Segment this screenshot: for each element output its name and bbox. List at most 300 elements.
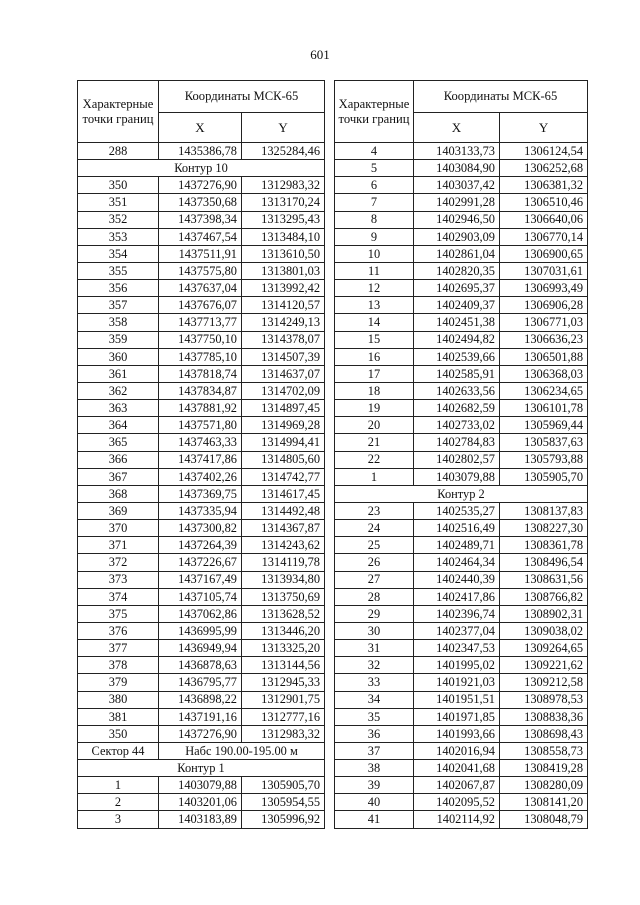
x-coordinate-cell: 1402784,83 bbox=[414, 434, 500, 451]
x-coordinate-cell: 1402585,91 bbox=[414, 365, 500, 382]
y-coordinate-cell: 1308902,31 bbox=[500, 605, 588, 622]
table-row bbox=[335, 280, 588, 297]
y-coordinate-cell: 1306501,88 bbox=[500, 348, 588, 365]
table-row bbox=[335, 794, 588, 811]
x-coordinate-cell: 1437881,92 bbox=[159, 400, 242, 417]
table-row bbox=[335, 297, 588, 314]
point-number-cell: 30 bbox=[335, 622, 414, 639]
table-row bbox=[335, 520, 588, 537]
x-coordinate-cell: 1437167,49 bbox=[159, 571, 242, 588]
x-coordinate-cell: 1437713,77 bbox=[159, 314, 242, 331]
x-coordinate-cell: 1437575,80 bbox=[159, 262, 242, 279]
y-coordinate-cell: 1314492,48 bbox=[242, 502, 325, 519]
table-row bbox=[78, 811, 325, 828]
x-coordinate-cell: 1402861,04 bbox=[414, 245, 500, 262]
y-coordinate-cell: 1306993,49 bbox=[500, 280, 588, 297]
y-coordinate-cell: 1306101,78 bbox=[500, 400, 588, 417]
point-number-cell: 371 bbox=[78, 537, 159, 554]
y-coordinate-cell: 1306636,23 bbox=[500, 331, 588, 348]
point-number-cell: 36 bbox=[335, 725, 414, 742]
table-row bbox=[78, 314, 325, 331]
x-coordinate-cell: 1435386,78 bbox=[159, 143, 242, 160]
x-coordinate-cell: 1402095,52 bbox=[414, 794, 500, 811]
point-number-cell: 366 bbox=[78, 451, 159, 468]
table-row bbox=[78, 262, 325, 279]
table-row bbox=[78, 571, 325, 588]
point-number-cell: 26 bbox=[335, 554, 414, 571]
point-number-cell: 29 bbox=[335, 605, 414, 622]
table-row bbox=[335, 657, 588, 674]
point-number-cell: 13 bbox=[335, 297, 414, 314]
x-coordinate-cell: 1402347,53 bbox=[414, 640, 500, 657]
y-coordinate-cell: 1313628,52 bbox=[242, 605, 325, 622]
point-number-cell: 372 bbox=[78, 554, 159, 571]
point-number-cell: 351 bbox=[78, 194, 159, 211]
y-coordinate-cell: 1325284,46 bbox=[242, 143, 325, 160]
table-row bbox=[335, 262, 588, 279]
y-coordinate-cell: 1308137,83 bbox=[500, 502, 588, 519]
table-row bbox=[78, 211, 325, 228]
table-row bbox=[78, 708, 325, 725]
x-coordinate-cell: 1402633,56 bbox=[414, 382, 500, 399]
x-coordinate-cell: 1402067,87 bbox=[414, 777, 500, 794]
sector-height-label: Набс 190.00-195.00 м bbox=[159, 742, 325, 759]
table-row bbox=[78, 691, 325, 708]
y-coordinate-cell: 1314378,07 bbox=[242, 331, 325, 348]
table-row bbox=[335, 708, 588, 725]
point-number-cell: 40 bbox=[335, 794, 414, 811]
point-number-cell: 28 bbox=[335, 588, 414, 605]
table-row bbox=[335, 554, 588, 571]
table-row bbox=[78, 588, 325, 605]
table-row bbox=[78, 554, 325, 571]
y-coordinate-cell: 1308496,54 bbox=[500, 554, 588, 571]
x-coordinate-cell: 1402802,57 bbox=[414, 451, 500, 468]
table-row bbox=[335, 245, 588, 262]
y-coordinate-cell: 1313446,20 bbox=[242, 622, 325, 639]
x-coordinate-cell: 1401971,85 bbox=[414, 708, 500, 725]
y-coordinate-cell: 1308048,79 bbox=[500, 811, 588, 828]
x-coordinate-cell: 1436995,99 bbox=[159, 622, 242, 639]
y-coordinate-cell: 1308698,43 bbox=[500, 725, 588, 742]
y-coordinate-cell: 1305905,70 bbox=[242, 777, 325, 794]
x-coordinate-cell: 1402489,71 bbox=[414, 537, 500, 554]
point-number-cell: 375 bbox=[78, 605, 159, 622]
point-number-cell: 16 bbox=[335, 348, 414, 365]
y-coordinate-cell: 1312983,32 bbox=[242, 725, 325, 742]
y-coordinate-cell: 1314617,45 bbox=[242, 485, 325, 502]
table-row bbox=[335, 451, 588, 468]
contour-label: Контур 10 bbox=[78, 160, 325, 177]
table-row bbox=[78, 365, 325, 382]
y-coordinate-cell: 1306368,03 bbox=[500, 365, 588, 382]
x-coordinate-cell: 1402041,68 bbox=[414, 760, 500, 777]
x-coordinate-cell: 1437417,86 bbox=[159, 451, 242, 468]
y-coordinate-cell: 1306770,14 bbox=[500, 228, 588, 245]
point-number-cell: 374 bbox=[78, 588, 159, 605]
y-coordinate-cell: 1312945,33 bbox=[242, 674, 325, 691]
point-number-cell: 380 bbox=[78, 691, 159, 708]
point-number-cell: 2 bbox=[78, 794, 159, 811]
point-number-cell: 373 bbox=[78, 571, 159, 588]
table-row bbox=[78, 434, 325, 451]
y-coordinate-cell: 1314994,41 bbox=[242, 434, 325, 451]
table-row bbox=[335, 417, 588, 434]
x-coordinate-cell: 1437276,90 bbox=[159, 177, 242, 194]
table-row bbox=[78, 177, 325, 194]
point-number-cell: 22 bbox=[335, 451, 414, 468]
table-row bbox=[335, 434, 588, 451]
point-number-cell: 18 bbox=[335, 382, 414, 399]
x-coordinate-cell: 1402695,37 bbox=[414, 280, 500, 297]
point-number-cell: 6 bbox=[335, 177, 414, 194]
table-row bbox=[78, 605, 325, 622]
table-row bbox=[78, 725, 325, 742]
x-coordinate-cell: 1437818,74 bbox=[159, 365, 242, 382]
y-coordinate-cell: 1308361,78 bbox=[500, 537, 588, 554]
point-number-cell: 350 bbox=[78, 725, 159, 742]
header-coordinates: Координаты МСК-65 bbox=[159, 81, 325, 113]
table-row bbox=[78, 280, 325, 297]
point-number-cell: 368 bbox=[78, 485, 159, 502]
page-number: 601 bbox=[310, 47, 330, 62]
y-coordinate-cell: 1308227,30 bbox=[500, 520, 588, 537]
table-row bbox=[78, 622, 325, 639]
y-coordinate-cell: 1308141,20 bbox=[500, 794, 588, 811]
point-number-cell: 350 bbox=[78, 177, 159, 194]
x-coordinate-cell: 1437350,68 bbox=[159, 194, 242, 211]
table-row bbox=[78, 674, 325, 691]
point-number-cell: 360 bbox=[78, 348, 159, 365]
y-coordinate-cell: 1314119,78 bbox=[242, 554, 325, 571]
point-number-cell: 379 bbox=[78, 674, 159, 691]
table-row bbox=[78, 451, 325, 468]
point-number-cell: 33 bbox=[335, 674, 414, 691]
sector-label: Сектор 44 bbox=[78, 742, 159, 759]
point-number-cell: 365 bbox=[78, 434, 159, 451]
y-coordinate-cell: 1305954,55 bbox=[242, 794, 325, 811]
x-coordinate-cell: 1403037,42 bbox=[414, 177, 500, 194]
y-coordinate-cell: 1305969,44 bbox=[500, 417, 588, 434]
x-coordinate-cell: 1401995,02 bbox=[414, 657, 500, 674]
table-row bbox=[335, 194, 588, 211]
point-number-cell: 38 bbox=[335, 760, 414, 777]
x-coordinate-cell: 1403079,88 bbox=[414, 468, 500, 485]
contour-heading-row bbox=[335, 485, 588, 502]
y-coordinate-cell: 1309264,65 bbox=[500, 640, 588, 657]
table-row bbox=[335, 537, 588, 554]
point-number-cell: 31 bbox=[335, 640, 414, 657]
point-number-cell: 378 bbox=[78, 657, 159, 674]
y-coordinate-cell: 1308631,56 bbox=[500, 571, 588, 588]
table-row bbox=[335, 228, 588, 245]
y-coordinate-cell: 1312777,16 bbox=[242, 708, 325, 725]
y-coordinate-cell: 1314120,57 bbox=[242, 297, 325, 314]
point-number-cell: 354 bbox=[78, 245, 159, 262]
x-coordinate-cell: 1401993,66 bbox=[414, 725, 500, 742]
point-number-cell: 39 bbox=[335, 777, 414, 794]
x-coordinate-cell: 1403079,88 bbox=[159, 777, 242, 794]
y-coordinate-cell: 1309221,62 bbox=[500, 657, 588, 674]
y-coordinate-cell: 1305996,92 bbox=[242, 811, 325, 828]
y-coordinate-cell: 1313934,80 bbox=[242, 571, 325, 588]
x-coordinate-cell: 1436795,77 bbox=[159, 674, 242, 691]
y-coordinate-cell: 1308838,36 bbox=[500, 708, 588, 725]
header-y: Y bbox=[500, 113, 588, 143]
point-number-cell: 27 bbox=[335, 571, 414, 588]
header-x: X bbox=[414, 113, 500, 143]
point-number-cell: 376 bbox=[78, 622, 159, 639]
point-number-cell: 15 bbox=[335, 331, 414, 348]
y-coordinate-cell: 1307031,61 bbox=[500, 262, 588, 279]
x-coordinate-cell: 1437300,82 bbox=[159, 520, 242, 537]
header-coordinates: Координаты МСК-65 bbox=[414, 81, 588, 113]
y-coordinate-cell: 1308558,73 bbox=[500, 742, 588, 759]
y-coordinate-cell: 1308766,82 bbox=[500, 588, 588, 605]
table-row bbox=[335, 382, 588, 399]
x-coordinate-cell: 1402396,74 bbox=[414, 605, 500, 622]
y-coordinate-cell: 1313750,69 bbox=[242, 588, 325, 605]
y-coordinate-cell: 1306124,54 bbox=[500, 143, 588, 160]
point-number-cell: 25 bbox=[335, 537, 414, 554]
y-coordinate-cell: 1305905,70 bbox=[500, 468, 588, 485]
x-coordinate-cell: 1436878,63 bbox=[159, 657, 242, 674]
header-x: X bbox=[159, 113, 242, 143]
contour-heading-row bbox=[78, 160, 325, 177]
x-coordinate-cell: 1437276,90 bbox=[159, 725, 242, 742]
table-row bbox=[335, 725, 588, 742]
y-coordinate-cell: 1306510,46 bbox=[500, 194, 588, 211]
table-row bbox=[335, 777, 588, 794]
y-coordinate-cell: 1308978,53 bbox=[500, 691, 588, 708]
point-number-cell: 32 bbox=[335, 657, 414, 674]
point-number-cell: 34 bbox=[335, 691, 414, 708]
y-coordinate-cell: 1313801,03 bbox=[242, 262, 325, 279]
point-number-cell: 359 bbox=[78, 331, 159, 348]
point-number-cell: 12 bbox=[335, 280, 414, 297]
table-row bbox=[335, 640, 588, 657]
point-number-cell: 358 bbox=[78, 314, 159, 331]
point-number-cell: 24 bbox=[335, 520, 414, 537]
x-coordinate-cell: 1437369,75 bbox=[159, 485, 242, 502]
y-coordinate-cell: 1314243,62 bbox=[242, 537, 325, 554]
table-right-body bbox=[335, 81, 588, 829]
table-row bbox=[335, 742, 588, 759]
table-row bbox=[335, 811, 588, 828]
y-coordinate-cell: 1306381,32 bbox=[500, 177, 588, 194]
x-coordinate-cell: 1437402,26 bbox=[159, 468, 242, 485]
y-coordinate-cell: 1306234,65 bbox=[500, 382, 588, 399]
y-coordinate-cell: 1306771,03 bbox=[500, 314, 588, 331]
y-coordinate-cell: 1314702,09 bbox=[242, 382, 325, 399]
table-row bbox=[78, 777, 325, 794]
table-row bbox=[335, 502, 588, 519]
table-row bbox=[335, 331, 588, 348]
x-coordinate-cell: 1402516,49 bbox=[414, 520, 500, 537]
y-coordinate-cell: 1314969,28 bbox=[242, 417, 325, 434]
point-number-cell: 353 bbox=[78, 228, 159, 245]
point-number-cell: 35 bbox=[335, 708, 414, 725]
x-coordinate-cell: 1402016,94 bbox=[414, 742, 500, 759]
point-number-cell: 8 bbox=[335, 211, 414, 228]
point-number-cell: 21 bbox=[335, 434, 414, 451]
point-number-cell: 357 bbox=[78, 297, 159, 314]
x-coordinate-cell: 1437571,80 bbox=[159, 417, 242, 434]
y-coordinate-cell: 1314367,87 bbox=[242, 520, 325, 537]
point-number-cell: 363 bbox=[78, 400, 159, 417]
x-coordinate-cell: 1401951,51 bbox=[414, 691, 500, 708]
table-row bbox=[78, 143, 325, 160]
y-coordinate-cell: 1313610,50 bbox=[242, 245, 325, 262]
y-coordinate-cell: 1306906,28 bbox=[500, 297, 588, 314]
contour-label: Контур 2 bbox=[335, 485, 588, 502]
point-number-cell: 17 bbox=[335, 365, 414, 382]
x-coordinate-cell: 1401921,03 bbox=[414, 674, 500, 691]
point-number-cell: 288 bbox=[78, 143, 159, 160]
x-coordinate-cell: 1437463,33 bbox=[159, 434, 242, 451]
table-row bbox=[335, 571, 588, 588]
y-coordinate-cell: 1306252,68 bbox=[500, 160, 588, 177]
x-coordinate-cell: 1402903,09 bbox=[414, 228, 500, 245]
header-y: Y bbox=[242, 113, 325, 143]
table-row bbox=[78, 640, 325, 657]
table-row bbox=[78, 520, 325, 537]
point-number-cell: 3 bbox=[78, 811, 159, 828]
table-row bbox=[335, 622, 588, 639]
y-coordinate-cell: 1306640,06 bbox=[500, 211, 588, 228]
x-coordinate-cell: 1402464,34 bbox=[414, 554, 500, 571]
x-coordinate-cell: 1402417,86 bbox=[414, 588, 500, 605]
y-coordinate-cell: 1305793,88 bbox=[500, 451, 588, 468]
x-coordinate-cell: 1402733,02 bbox=[414, 417, 500, 434]
point-number-cell: 356 bbox=[78, 280, 159, 297]
x-coordinate-cell: 1402409,37 bbox=[414, 297, 500, 314]
x-coordinate-cell: 1402440,39 bbox=[414, 571, 500, 588]
x-coordinate-cell: 1402451,38 bbox=[414, 314, 500, 331]
point-number-cell: 361 bbox=[78, 365, 159, 382]
x-coordinate-cell: 1403201,06 bbox=[159, 794, 242, 811]
x-coordinate-cell: 1402946,50 bbox=[414, 211, 500, 228]
table-row bbox=[335, 605, 588, 622]
x-coordinate-cell: 1437637,04 bbox=[159, 280, 242, 297]
y-coordinate-cell: 1308419,28 bbox=[500, 760, 588, 777]
x-coordinate-cell: 1437511,91 bbox=[159, 245, 242, 262]
table-left-body bbox=[78, 81, 325, 829]
x-coordinate-cell: 1437398,34 bbox=[159, 211, 242, 228]
x-coordinate-cell: 1402494,82 bbox=[414, 331, 500, 348]
table-row bbox=[335, 588, 588, 605]
table-row bbox=[335, 314, 588, 331]
y-coordinate-cell: 1313992,42 bbox=[242, 280, 325, 297]
x-coordinate-cell: 1437785,10 bbox=[159, 348, 242, 365]
sector-heading-row bbox=[78, 742, 325, 759]
y-coordinate-cell: 1306900,65 bbox=[500, 245, 588, 262]
point-number-cell: 355 bbox=[78, 262, 159, 279]
x-coordinate-cell: 1402377,04 bbox=[414, 622, 500, 639]
x-coordinate-cell: 1437264,39 bbox=[159, 537, 242, 554]
y-coordinate-cell: 1314507,39 bbox=[242, 348, 325, 365]
contour-label: Контур 1 bbox=[78, 760, 325, 777]
point-number-cell: 352 bbox=[78, 211, 159, 228]
x-coordinate-cell: 1437467,54 bbox=[159, 228, 242, 245]
x-coordinate-cell: 1402535,27 bbox=[414, 502, 500, 519]
x-coordinate-cell: 1436898,22 bbox=[159, 691, 242, 708]
table-row bbox=[335, 468, 588, 485]
y-coordinate-cell: 1309038,02 bbox=[500, 622, 588, 639]
header-point-column: Характерные точки границ bbox=[335, 81, 414, 143]
point-number-cell: 367 bbox=[78, 468, 159, 485]
table-row bbox=[335, 760, 588, 777]
y-coordinate-cell: 1313170,24 bbox=[242, 194, 325, 211]
y-coordinate-cell: 1312901,75 bbox=[242, 691, 325, 708]
table-row bbox=[78, 400, 325, 417]
x-coordinate-cell: 1402114,92 bbox=[414, 811, 500, 828]
x-coordinate-cell: 1437105,74 bbox=[159, 588, 242, 605]
y-coordinate-cell: 1313325,20 bbox=[242, 640, 325, 657]
y-coordinate-cell: 1309212,58 bbox=[500, 674, 588, 691]
table-row bbox=[335, 691, 588, 708]
point-number-cell: 1 bbox=[335, 468, 414, 485]
point-number-cell: 4 bbox=[335, 143, 414, 160]
point-number-cell: 369 bbox=[78, 502, 159, 519]
point-number-cell: 41 bbox=[335, 811, 414, 828]
table-row bbox=[78, 657, 325, 674]
x-coordinate-cell: 1403183,89 bbox=[159, 811, 242, 828]
x-coordinate-cell: 1403133,73 bbox=[414, 143, 500, 160]
point-number-cell: 9 bbox=[335, 228, 414, 245]
y-coordinate-cell: 1314637,07 bbox=[242, 365, 325, 382]
table-row bbox=[335, 400, 588, 417]
table-row bbox=[78, 468, 325, 485]
x-coordinate-cell: 1402682,59 bbox=[414, 400, 500, 417]
point-number-cell: 10 bbox=[335, 245, 414, 262]
table-row bbox=[78, 417, 325, 434]
point-number-cell: 5 bbox=[335, 160, 414, 177]
x-coordinate-cell: 1437676,07 bbox=[159, 297, 242, 314]
table-row bbox=[335, 211, 588, 228]
x-coordinate-cell: 1402991,28 bbox=[414, 194, 500, 211]
coordinates-table-right bbox=[334, 80, 588, 829]
point-number-cell: 370 bbox=[78, 520, 159, 537]
table-row bbox=[78, 228, 325, 245]
x-coordinate-cell: 1402820,35 bbox=[414, 262, 500, 279]
x-coordinate-cell: 1437062,86 bbox=[159, 605, 242, 622]
x-coordinate-cell: 1403084,90 bbox=[414, 160, 500, 177]
y-coordinate-cell: 1308280,09 bbox=[500, 777, 588, 794]
point-number-cell: 20 bbox=[335, 417, 414, 434]
point-number-cell: 1 bbox=[78, 777, 159, 794]
point-number-cell: 19 bbox=[335, 400, 414, 417]
table-row bbox=[78, 794, 325, 811]
y-coordinate-cell: 1314249,13 bbox=[242, 314, 325, 331]
table-row bbox=[78, 382, 325, 399]
table-row bbox=[335, 177, 588, 194]
point-number-cell: 377 bbox=[78, 640, 159, 657]
y-coordinate-cell: 1314805,60 bbox=[242, 451, 325, 468]
x-coordinate-cell: 1437834,87 bbox=[159, 382, 242, 399]
contour-heading-row bbox=[78, 760, 325, 777]
point-number-cell: 7 bbox=[335, 194, 414, 211]
table-row bbox=[78, 537, 325, 554]
y-coordinate-cell: 1312983,32 bbox=[242, 177, 325, 194]
point-number-cell: 37 bbox=[335, 742, 414, 759]
y-coordinate-cell: 1313144,56 bbox=[242, 657, 325, 674]
table-row bbox=[78, 331, 325, 348]
point-number-cell: 14 bbox=[335, 314, 414, 331]
x-coordinate-cell: 1437335,94 bbox=[159, 502, 242, 519]
x-coordinate-cell: 1436949,94 bbox=[159, 640, 242, 657]
table-row bbox=[78, 485, 325, 502]
